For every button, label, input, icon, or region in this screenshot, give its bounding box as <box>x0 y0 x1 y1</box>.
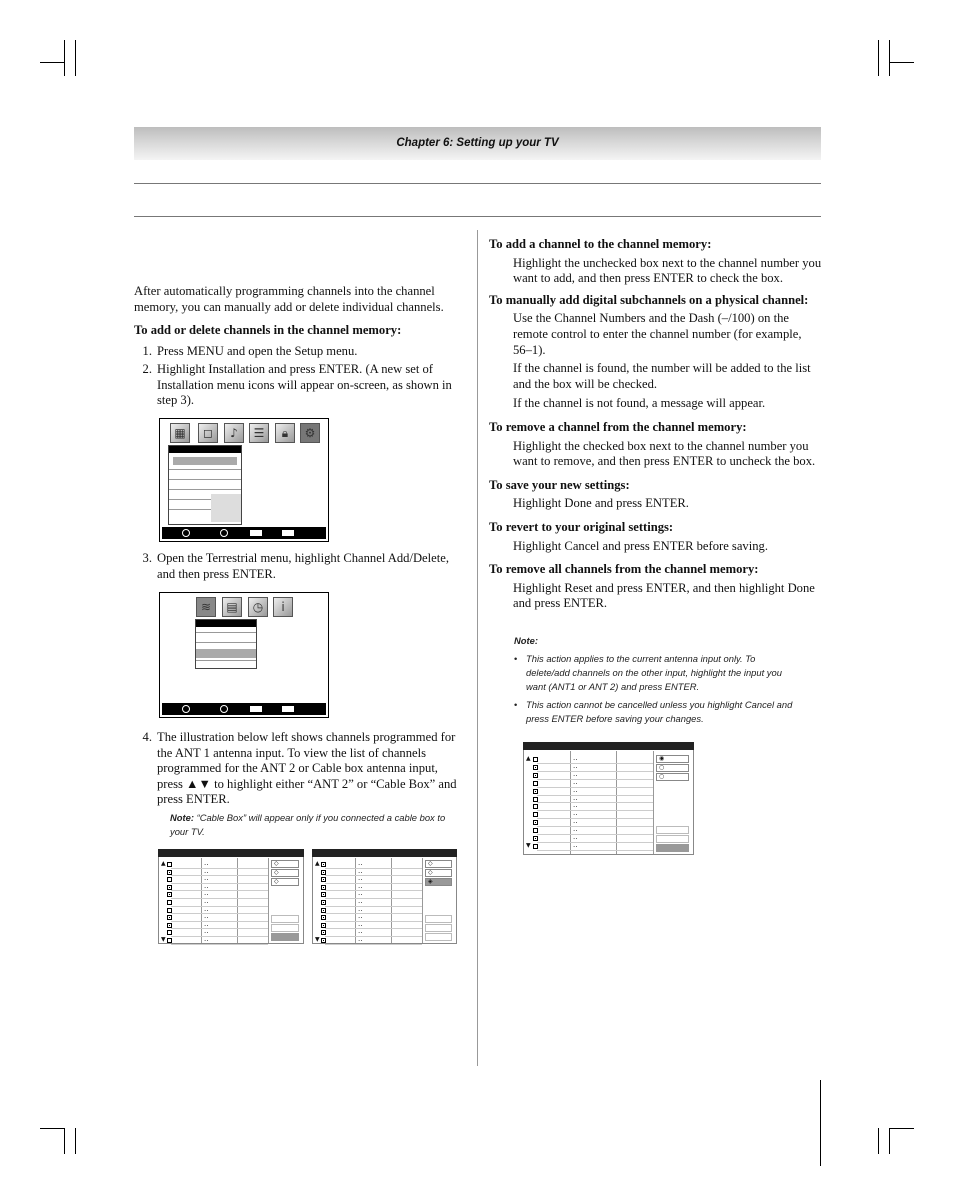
option-radio-icon: ◇ <box>274 878 279 885</box>
table-row-line <box>325 875 422 876</box>
revert-text: Highlight Cancel and press ENTER before saving. <box>513 538 768 553</box>
table-row-line <box>537 818 653 819</box>
table-row-line <box>537 802 653 803</box>
channel-checkbox <box>533 765 538 770</box>
channel-number: .. <box>573 825 578 834</box>
column-divider <box>391 858 392 943</box>
column-divider <box>477 230 478 1066</box>
channel-number: .. <box>204 927 209 936</box>
table-row-line <box>171 890 268 891</box>
option-radio-icon: ◇ <box>274 869 279 876</box>
channel-checkbox <box>167 938 172 943</box>
navigate-icon <box>182 705 190 713</box>
table-row-line <box>325 944 422 945</box>
step-number: 4. <box>142 730 152 744</box>
terrestrial-menu-list <box>195 619 257 669</box>
column-divider <box>201 858 202 943</box>
lock-icon: 🔒︎ <box>275 423 295 443</box>
channel-checkbox <box>167 885 172 890</box>
setup-icon: ⚙ <box>300 423 320 443</box>
channel-number: .. <box>358 919 363 928</box>
remove-text: Highlight the checked box next to the channel number you want to remove, and then press ENTER to uncheck the box. <box>513 438 816 469</box>
channel-number: .. <box>573 840 578 849</box>
channel-number: .. <box>204 904 209 913</box>
channel-checkbox <box>321 892 326 897</box>
channel-number: .. <box>204 897 209 905</box>
step-text: Open the Terrestrial menu, highlight Channel Add/Delete, and then press ENTER. <box>157 551 449 581</box>
table-row-line <box>325 906 422 907</box>
channel-number: .. <box>358 897 363 905</box>
crop-mark <box>889 40 890 76</box>
action-button <box>271 924 299 932</box>
option-radio-icon: ◉ <box>659 755 665 762</box>
channel-number: .. <box>204 881 209 890</box>
audio-icon: ♪ <box>224 423 244 443</box>
channel-number: .. <box>573 833 578 841</box>
crop-mark <box>75 1128 76 1154</box>
channel-checkbox <box>533 828 538 833</box>
channel-checkbox <box>167 877 172 882</box>
table-row-line <box>171 898 268 899</box>
channel-checkbox <box>167 900 172 905</box>
step-text: Highlight Installation and press ENTER. (A new set of Installation menu icons will appear on-screen, as shown in step 3). <box>157 362 452 408</box>
table-row-line <box>171 906 268 907</box>
channel-number: .. <box>573 817 578 826</box>
add-delete-heading: To add or delete channels in the channel memory: <box>134 323 402 337</box>
table-row-line <box>537 834 653 835</box>
channel-number: .. <box>204 859 209 867</box>
option-radio-icon: ○ <box>659 773 665 780</box>
intro-paragraph: After automatically programming channels into the channel memory, you can manually add or delete individual channels. <box>134 284 444 314</box>
step-3 <box>134 551 464 582</box>
channel-list-ant2 <box>312 849 457 944</box>
channel-number: .. <box>204 919 209 928</box>
antenna-input-option <box>425 878 452 886</box>
table-row-line <box>171 936 268 937</box>
save-text: Highlight Done and press ENTER. <box>513 496 689 511</box>
table-row-line <box>325 898 422 899</box>
screen-icon: ◻ <box>198 423 218 443</box>
table-row-line <box>171 913 268 914</box>
table-header-bar <box>523 742 694 750</box>
option-radio-icon: ◈ <box>428 878 433 885</box>
channel-number: .. <box>358 859 363 867</box>
chapter-title: Chapter 6: Setting up your TV <box>396 137 559 149</box>
step-2 <box>134 362 464 409</box>
table-row-line <box>171 868 268 869</box>
channel-number: .. <box>573 777 578 786</box>
channel-checkbox <box>321 938 326 943</box>
channel-number: .. <box>358 904 363 913</box>
channel-number: .. <box>573 785 578 794</box>
table-row-line <box>325 921 422 922</box>
channel-number: .. <box>573 769 578 778</box>
table-row-line <box>325 913 422 914</box>
terrestrial-icon: ≋ <box>196 597 216 617</box>
step-4-note <box>170 811 455 839</box>
highlighted-item <box>173 457 237 465</box>
channel-checkbox <box>533 781 538 786</box>
installation-menu-screen <box>159 592 329 718</box>
channel-checkbox <box>321 900 326 905</box>
setup-menu-list <box>168 445 242 525</box>
scroll-down-icon: ▼ <box>161 936 166 943</box>
table-header-bar <box>312 849 457 857</box>
channel-number: .. <box>573 754 578 762</box>
add-text: Highlight the unchecked box next to the channel number you want to add, and then press ENTER to check the box. <box>513 255 822 286</box>
remove-heading: To remove a channel from the channel memory: <box>489 419 747 434</box>
channel-number: .. <box>358 935 363 943</box>
channel-list-ant1 <box>158 849 304 944</box>
table-row-line <box>171 944 268 945</box>
table-row-line <box>537 850 653 851</box>
channel-checkbox <box>533 844 538 849</box>
step-4 <box>134 730 464 808</box>
table-row-line <box>325 936 422 937</box>
step-number: 3. <box>142 551 152 565</box>
digital-text-3: If the channel is not found, a message will appear. <box>513 396 766 411</box>
channel-checkbox <box>321 930 326 935</box>
right-note <box>514 634 794 726</box>
cable-icon: ▤ <box>222 597 242 617</box>
remove-all-text: Highlight Reset and press ENTER, and then highlight Done and press ENTER. <box>513 580 815 611</box>
revert-heading: To revert to your original settings: <box>489 519 674 534</box>
table-row-line <box>537 826 653 827</box>
channel-number: .. <box>358 866 363 875</box>
table-row-line <box>171 928 268 929</box>
antenna-input-option <box>425 869 452 877</box>
channel-checkbox <box>167 862 172 867</box>
channel-checkbox <box>321 877 326 882</box>
column-divider <box>237 858 238 943</box>
option-radio-icon: ○ <box>659 764 665 771</box>
channel-checkbox <box>321 923 326 928</box>
channel-checkbox <box>167 908 172 913</box>
antenna-input-option <box>656 773 689 781</box>
action-button <box>271 915 299 923</box>
channel-checkbox <box>167 923 172 928</box>
step-text: Press MENU and open the Setup menu. <box>157 344 358 358</box>
step-number: 1. <box>142 344 152 358</box>
table-row-line <box>537 842 653 843</box>
channel-checkbox <box>321 885 326 890</box>
channel-number: .. <box>358 881 363 890</box>
right-column <box>489 237 823 612</box>
table-row-line <box>537 787 653 788</box>
option-radio-icon: ◇ <box>428 860 433 867</box>
option-radio-icon: ◇ <box>428 869 433 876</box>
channel-checkbox <box>167 915 172 920</box>
channel-list-reset <box>523 742 694 855</box>
action-button <box>425 915 452 923</box>
channel-number: .. <box>358 912 363 921</box>
note-label: Note: <box>170 812 194 823</box>
channel-number: .. <box>573 801 578 810</box>
table-row-line <box>537 779 653 780</box>
bullet-text: This action applies to the current antenna input only. To delete/add channels on the other input, highlight the input you want (ANT1 or ANT 2) and press ENTER. <box>526 653 782 692</box>
table-row-line <box>171 921 268 922</box>
antenna-input-option <box>656 755 689 763</box>
table-row-line <box>325 928 422 929</box>
clock-icon: ◷ <box>248 597 268 617</box>
channel-checkbox <box>533 773 538 778</box>
navigation-bar <box>162 527 326 539</box>
channel-number: .. <box>358 874 363 883</box>
table-row-line <box>171 883 268 884</box>
channel-number: .. <box>204 866 209 875</box>
scroll-up-icon: ▲ <box>161 860 166 867</box>
channel-checkbox <box>533 789 538 794</box>
navigate-icon <box>182 529 190 537</box>
preferences-icon: ☰ <box>249 423 269 443</box>
picture-icon: ▦ <box>170 423 190 443</box>
channel-checkbox <box>167 930 172 935</box>
remove-all-heading: To remove all channels from the channel memory: <box>489 562 759 577</box>
crop-mark <box>75 40 76 76</box>
channel-checkbox <box>167 870 172 875</box>
step-number: 2. <box>142 362 152 376</box>
table-row-line <box>537 795 653 796</box>
action-button <box>425 924 452 932</box>
table-row-line <box>325 883 422 884</box>
channel-number: .. <box>204 874 209 883</box>
note-text: “Cable Box” will appear only if you connected a cable box to your TV. <box>170 812 446 837</box>
bullet-text: This action cannot be cancelled unless you highlight Cancel and press ENTER before saving your changes. <box>526 699 793 724</box>
action-button <box>656 844 689 852</box>
channel-number: .. <box>204 912 209 921</box>
table-row-line <box>537 810 653 811</box>
page-edge-line <box>820 1080 821 1166</box>
action-button <box>656 826 689 834</box>
column-divider <box>355 858 356 943</box>
table-row-line <box>537 763 653 764</box>
table-row-line <box>325 890 422 891</box>
step-1 <box>134 344 464 360</box>
crop-mark <box>878 1128 879 1154</box>
info-icon: i <box>273 597 293 617</box>
antenna-input-option <box>656 764 689 772</box>
scroll-down-icon: ▼ <box>526 841 531 849</box>
antenna-input-option <box>271 869 299 877</box>
channel-checkbox <box>321 908 326 913</box>
channel-number: .. <box>204 935 209 943</box>
channel-checkbox <box>533 757 538 762</box>
channel-checkbox <box>321 915 326 920</box>
channel-checkbox <box>533 836 538 841</box>
channel-checkbox <box>533 804 538 809</box>
crop-mark <box>40 62 64 63</box>
crop-mark <box>889 1128 890 1154</box>
crop-mark <box>890 1128 914 1129</box>
option-radio-icon: ◇ <box>274 860 279 867</box>
digital-heading: To manually add digital subchannels on a physical channel: <box>489 292 809 307</box>
digital-text-1: Use the Channel Numbers and the Dash (–/100) on the remote control to enter the channel number (for example, 56–1). <box>513 311 802 357</box>
crop-mark <box>890 62 914 63</box>
channel-number: .. <box>358 927 363 936</box>
navigation-bar <box>162 703 326 715</box>
crop-mark <box>40 1128 64 1129</box>
scroll-down-icon: ▼ <box>315 936 320 943</box>
channel-number: .. <box>573 809 578 818</box>
table-row-line <box>325 868 422 869</box>
setup-menu-screen <box>159 418 329 542</box>
antenna-input-option <box>271 878 299 886</box>
antenna-input-option <box>425 860 452 868</box>
channel-checkbox <box>321 870 326 875</box>
table-row-line <box>537 771 653 772</box>
action-button <box>656 835 689 843</box>
highlighted-item <box>196 649 256 658</box>
scroll-up-icon: ▲ <box>526 755 531 762</box>
top-rule <box>134 183 821 184</box>
step-text: The illustration below left shows channels programmed for the ANT 1 antenna input. To view the list of channels programmed for the ANT 2 or Cable box antenna input, press ▲▼ to highlight either “ANT 2” or “Cable Box” and press ENTER. <box>157 730 457 807</box>
channel-number: .. <box>204 889 209 898</box>
channel-checkbox <box>167 892 172 897</box>
add-heading: To add a channel to the channel memory: <box>489 237 712 251</box>
note-label: Note: <box>514 635 538 646</box>
select-icon <box>220 529 228 537</box>
crop-mark <box>64 40 65 76</box>
action-button <box>425 933 452 941</box>
crop-mark <box>64 1128 65 1154</box>
antenna-input-option <box>271 860 299 868</box>
channel-number: .. <box>573 761 578 770</box>
crop-mark <box>878 40 879 76</box>
channel-checkbox <box>533 797 538 802</box>
bullet-mark: • <box>514 699 518 710</box>
channel-checkbox <box>533 820 538 825</box>
table-header-bar <box>158 849 304 857</box>
channel-checkbox <box>321 862 326 867</box>
section-rule <box>134 216 821 217</box>
action-button <box>271 933 299 941</box>
save-heading: To save your new settings: <box>489 477 630 492</box>
channel-number: .. <box>573 793 578 802</box>
channel-checkbox <box>533 812 538 817</box>
left-column <box>134 284 464 315</box>
channel-number: .. <box>358 889 363 898</box>
bullet-mark: • <box>514 653 518 664</box>
select-icon <box>220 705 228 713</box>
chapter-header <box>134 127 821 160</box>
scroll-up-icon: ▲ <box>315 860 320 867</box>
table-row-line <box>171 875 268 876</box>
digital-text-2: If the channel is found, the number will be added to the list and the box will be checked. <box>513 361 811 391</box>
